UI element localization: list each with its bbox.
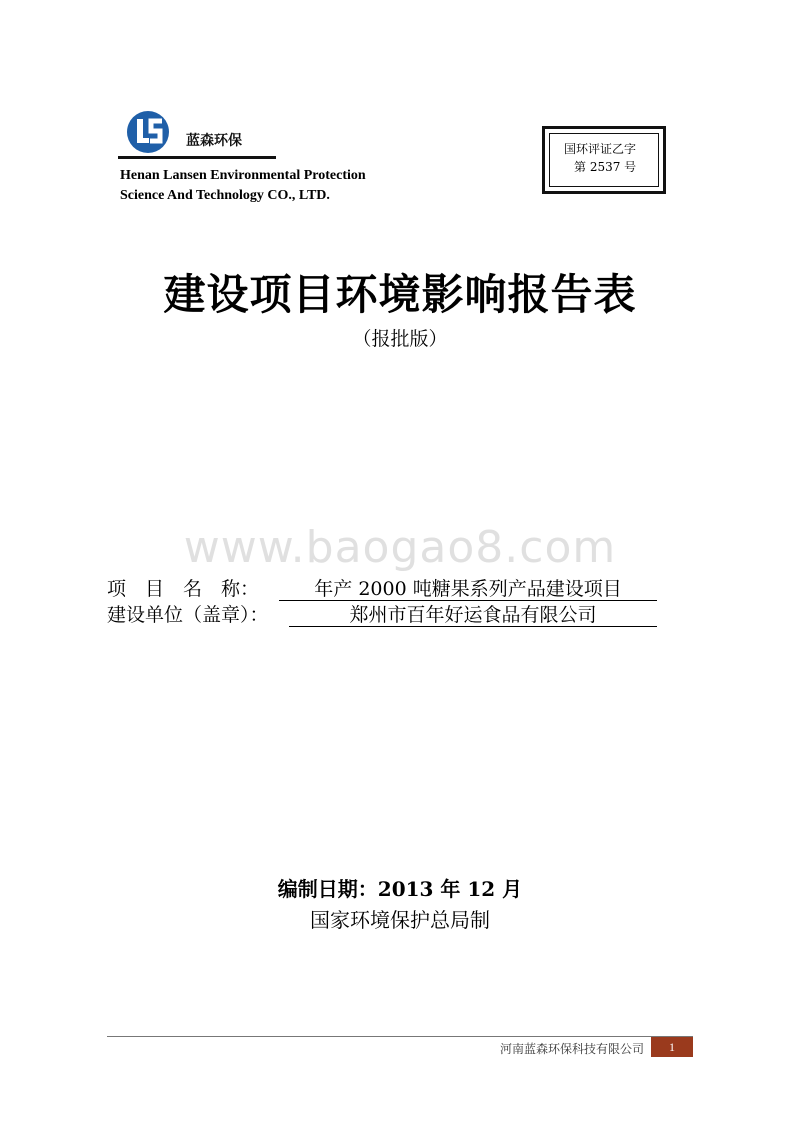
- company-name-en: [120, 166, 366, 206]
- construction-unit-label: 建设单位（盖章）：: [107, 604, 269, 626]
- company-en-line2: Science And Technology CO., LTD.: [120, 188, 330, 203]
- watermark: www.baogao8.com: [183, 522, 617, 573]
- certificate-box: [542, 126, 666, 194]
- company-en-line1: Henan Lansen Environmental Protection: [120, 168, 366, 183]
- lansen-logo-icon: [126, 110, 172, 154]
- logo-underline: [118, 156, 276, 159]
- logo-name-cn: 蓝森环保: [186, 133, 242, 149]
- company-logo: [118, 110, 278, 160]
- report-title: 建设项目环境影响报告表: [163, 270, 637, 319]
- construction-unit-value: 郑州市百年好运食品有限公司: [289, 600, 657, 627]
- project-name-label: 项 目 名 称：: [107, 578, 260, 600]
- issuing-agency: 国家环境保护总局制: [310, 908, 490, 932]
- footer-divider: [107, 1036, 693, 1037]
- report-subtitle: （报批版）: [352, 328, 448, 350]
- certificate-inner-box: [549, 133, 659, 187]
- certificate-line1: 国环评证乙字: [564, 142, 637, 156]
- certificate-line2: 第 2537 号: [574, 160, 637, 174]
- compile-date: 编制日期：2013 年 12 月: [277, 877, 523, 901]
- project-name-value: 年产 2000 吨糖果系列产品建设项目: [279, 574, 657, 601]
- page-number-badge: 1: [651, 1037, 693, 1057]
- construction-unit-row: [107, 600, 667, 630]
- footer-company-name: 河南蓝森环保科技有限公司: [500, 1042, 645, 1056]
